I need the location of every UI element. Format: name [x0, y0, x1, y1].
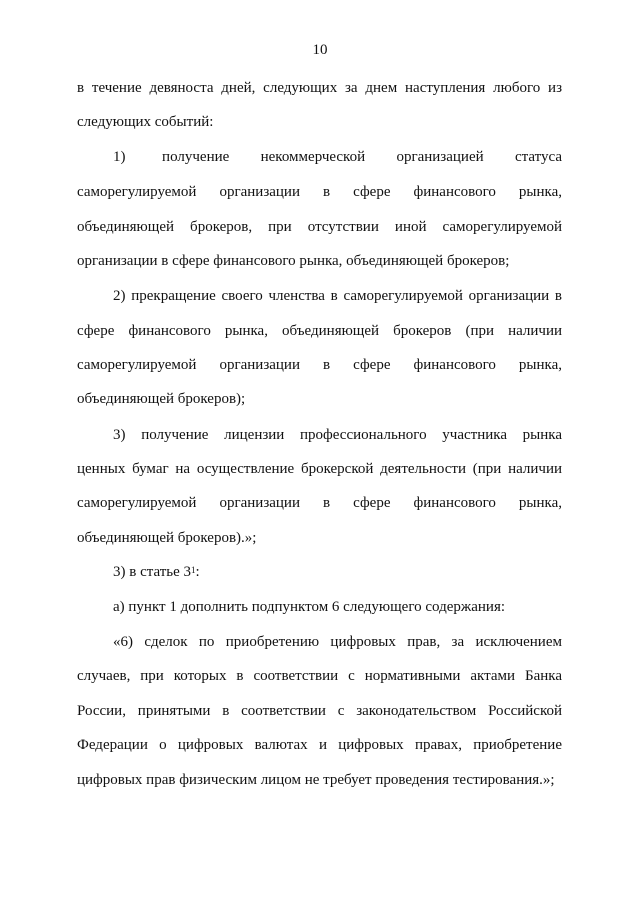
- text-line: организации в сфере финансового рынка, объединяющей брокеров;: [77, 253, 510, 269]
- text-line: [113, 563, 562, 581]
- text-line: объединяющей брокеров);: [77, 391, 246, 407]
- text-line: а) пункт 1 дополнить подпунктом 6 следующего содержания:: [113, 599, 506, 615]
- text-line: сфере финансового рынка, объединяющей брокеров (при наличии: [77, 323, 562, 339]
- superscript: 1: [191, 565, 196, 575]
- text-line: случаев, при которых в соответствии с нормативными актами Банка: [77, 668, 562, 684]
- text-line: объединяющей брокеров).»;: [77, 530, 257, 546]
- text-line: в течение девяноста дней, следующих за днем наступления любого из: [77, 80, 562, 96]
- text-line: 3) получение лицензии профессионального участника рынка: [113, 427, 562, 443]
- text-line: Федерации о цифровых валютах и цифровых правах, приобретение: [77, 737, 562, 753]
- text-line: саморегулируемой организации в сфере финансового рынка,: [77, 357, 562, 373]
- text-line: объединяющей брокеров, при отсутствии иной саморегулируемой: [77, 219, 562, 235]
- text-line: 2) прекращение своего членства в саморегулируемой организации в: [113, 288, 562, 304]
- colon: :: [195, 564, 200, 580]
- article-ref-text: 3) в статье 3: [113, 564, 192, 580]
- text-line: России, принятыми в соответствии с законодательством Российской: [77, 703, 562, 719]
- text-line: саморегулируемой организации в сфере финансового рынка,: [77, 495, 562, 511]
- text-line: 1) получение некоммерческой организацией статуса: [113, 149, 562, 165]
- text-line: саморегулируемой организации в сфере финансового рынка,: [77, 184, 562, 200]
- text-line: цифровых прав физическим лицом не требует проведения тестирования.»;: [77, 772, 555, 788]
- text-line: следующих событий:: [77, 114, 214, 130]
- page-number: 10: [312, 42, 328, 58]
- text-line: «6) сделок по приобретению цифровых прав, за исключением: [113, 634, 562, 650]
- text-line: ценных бумаг на осуществление брокерской деятельности (при наличии: [77, 461, 562, 477]
